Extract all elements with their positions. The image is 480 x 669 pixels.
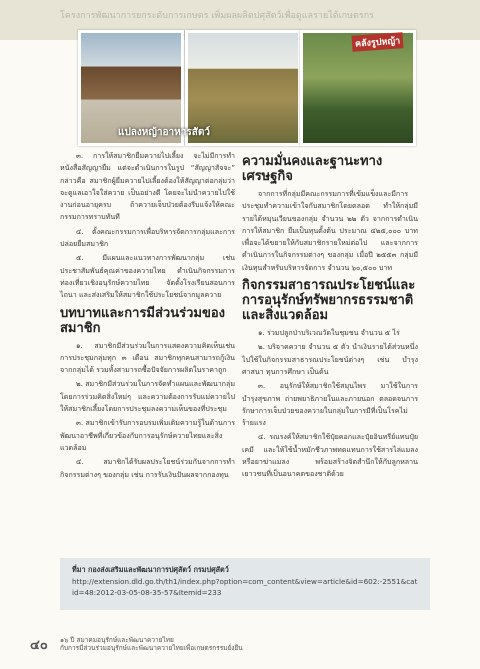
footer-title: [60, 636, 260, 652]
source-box: [60, 558, 430, 610]
paragraph: ๔. ตั้งคณะกรรมการเพื่อบริหารจัดการกลุ่มและการปล่อยยืมสมาชิก: [60, 226, 235, 249]
section-heading-member-roles: บทบาทและการมีส่วนร่วมของสมาชิก: [60, 305, 226, 336]
list-item: ๔. รณรงค์ให้สมาชิกใช้ปุ๋ยคอกและปุ๋ยอินทรีย์แทนปุ๋ยเคมี และให้ใช้น้ำหมักชีวภาพทดแทนการใช้สารไล่แมลงหรือยาฆ่าแมลง พร้อมสร้างจิตสำนึกให้กับลูกหลานเยาวชนที่เป็นอนาคตของชาติด้วย: [242, 432, 418, 479]
source-title: ที่มา กองส่งเสริมและพัฒนาการปศุสัตว์ กรมปศุสัตว์: [72, 565, 229, 574]
paragraph: ๔. สมาชิกได้รับผลประโยชน์ร่วมกันจากการทำกิจกรรมต่างๆ ของกลุ่ม เช่น การรับเงินปันผลจากกองทุน: [60, 457, 235, 479]
section-heading-economic-stability: ความมั่นคงและฐานะทางเศรษฐกิจ: [242, 154, 383, 184]
page-number: ๔๐: [30, 638, 48, 653]
right-column: [242, 150, 418, 483]
list-item: ๑. ร่วมปลูกป่าบริเวณวัดในชุมชน จำนวน ๕ ไร่: [258, 328, 400, 338]
footer-line-2: กับการมีส่วนร่วมอนุรักษ์และพัฒนาควายไทยเพื่อเกษตรกรรมยั่งยืน: [60, 644, 243, 652]
source-url[interactable]: http://extension.dld.go.th/th1/index.php?option=com_content&view=article&id=602:-2551&catid=48:2012-03-05-08-35-57&Itemid=233: [72, 576, 418, 597]
header-text: โครงการพัฒนาการยกระดับการเกษตร เพิ่มผลผลิตปศุสัตว์เพื่อดูแลรายได้เกษตรกร: [60, 11, 375, 21]
list-item: ๓. อนุรักษ์ให้สมาชิกใช้สมุนไพร มาใช้ในการบำรุงสุขภาพ ถ่ายพยาธิภายในและภายนอก ตลอดจนการรักษาการเจ็บป่วยของควายในกลุ่มในการมีที่เป็นโรคไม่ร้ายแรง: [242, 381, 418, 428]
footer-line-1: ๑๖ ปี สมาคมอนุรักษ์และพัฒนาควายไทย: [60, 636, 174, 644]
list-item: ๒. บริจาคควาย จำนวน ๕ ตัว นำเงินรายได้ส่วนหนึ่งไปใช้ในกิจกรรมสาธารณประโยชน์ต่างๆ เช่น บำรุงศาสนา ทุนการศึกษา เป็นต้น: [242, 342, 418, 376]
left-column: [60, 150, 235, 483]
section-heading-public-benefit: กิจกรรมสาธารณประโยชน์และการอนุรักษ์ทรัพยากรธรรมชาติและสิ่งแวดล้อม: [242, 278, 416, 324]
paragraph: ๓. การให้สมาชิกยืมควายไปเลี้ยง จะไม่มีการทำหนังสือสัญญายืม แต่จะดำเนินการในรูป “สัญญาสัจจะ” กล่าวคือ สมาชิกผู้ยืมควายไปเลี้ยงต้องให้สัญญาต่อกลุ่มว่าจะดูแลเอาใจใส่ควาย เป็นอย่างดี โดยจะไม่นำควายไปใช้งานก่อนอายุครบ ถ้าควายเจ็บป่วยต้องรีบแจ้งให้คณะกรรมการทราบทันที: [60, 151, 235, 222]
paragraph: ๒. สมาชิกมีส่วนร่วมในการจัดทำแผนและพัฒนากลุ่ม โดยการร่วมคิดสิ่งใหม่ๆ และความต้องการรับแม่ควายไปให้สมาชิกเลี้ยงโดยการประชุมลงความเห็นของที่ประชุม: [60, 379, 235, 414]
paragraph: ๕. มีแผนและแนวทางการพัฒนากลุ่ม เช่น ประชาสัมพันธ์คุณค่าของควายไทย ดำเนินกิจกรรมการท่องเที่ยวเชิงอนุรักษ์ควายไทย จัดตั้งโรงเรียนสอนการไถนา และส่งเสริมให้สมาชิกใช้ประโยชน์จากมูลควาย: [60, 253, 235, 300]
sign-label: คลังรูปหญ้า: [352, 32, 404, 52]
paragraph: จากการที่กลุ่มมีคณะกรรมการที่เข้มแข็งและมีการประชุมทำความเข้าใจกับสมาชิกโดยตลอด ทำให้กลุ่มมีรายได้หมุนเวียนของกลุ่ม จำนวน ๒๒ ตัว จากการดำเนินการให้สมาชิก ยืมเป็นทุนตั้งต้น ประมาณ ๔๒๕,๐๐๐ บาท เพื่อจะได้ขยายให้กับสมาชิกรายใหม่ต่อไป และจากการดำเนินการในกิจกรรมต่างๆ ของกลุ่ม เมื่อปี ๒๕๕๓ กลุ่มมีเงินทุนสำหรับบริหารจัดการ จำนวน ๖๐,๕๐๐ บาท: [242, 189, 418, 272]
paragraph: ๓. สมาชิกเข้ารับการอบรมเพิ่มเติมความรู้ในด้านการพัฒนาอาชีพที่เกี่ยวข้องกับการอนุรักษ์ควายไทยและสิ่งแวดล้อม: [60, 418, 235, 452]
paragraph: ๑. สมาชิกมีส่วนร่วมในการแสดงความคิดเห็นเช่น การประชุมกลุ่มทุก ๓ เดือน สมาชิกทุกคนสามารถกู้เงินจากกลุ่มได้ รวมทั้งสามารถซื้อปัจจัยการผลิตในราคาถูก: [60, 340, 235, 375]
photo-caption: แปลงหญ้าอาหารสัตว์: [118, 127, 210, 138]
